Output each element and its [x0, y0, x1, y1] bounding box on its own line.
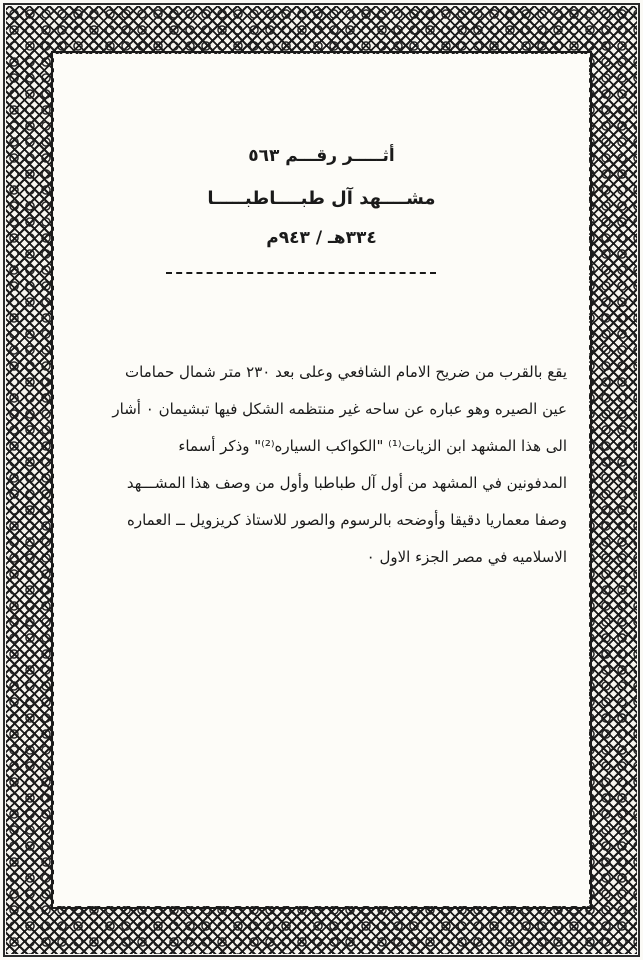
dashed-divider — [166, 272, 436, 274]
text-line: يقع بالقرب من ضريح الامام الشافعي وعلى بعد ٢٣٠ متر شمال حمامات — [125, 363, 567, 381]
monument-title: مشــــهد آل طبــــاطبـــــا — [207, 188, 436, 209]
document-content — [54, 54, 589, 906]
text-line: عين الصيره وهو عباره عن ساحه غير منتظمه الشكل فيها تبشيمان ٠ أشار — [112, 400, 567, 418]
text-line: الاسلاميه في مصر الجزء الاول ٠ — [366, 548, 567, 566]
text-line: المدفونين في المشهد من أول آل طباطبا وأول من وصف هذا المشـــهد — [126, 474, 567, 492]
description-paragraph — [77, 354, 567, 576]
monument-number: أثـــــر رقـــم ٥٦٣ — [248, 146, 395, 166]
text-line: الى هذا المشهد ابن الزيات⁽¹⁾ "الكواكب السياره⁽²⁾" وذكر أسماء — [178, 437, 567, 455]
text-line: وصفا معماريا دقيقا وأوضحه بالرسوم والصور للاستاذ كريزويل ــ العماره — [126, 511, 567, 529]
monument-date: ٣٣٤هـ / ٩٤٣م — [266, 228, 377, 248]
